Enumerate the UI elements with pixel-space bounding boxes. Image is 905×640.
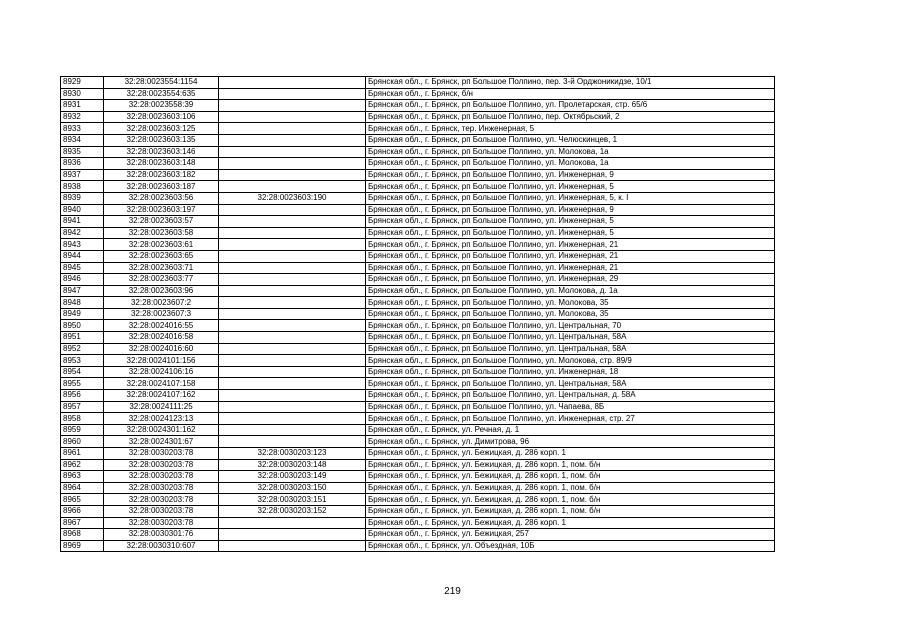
- row-number-cell: 8939: [61, 192, 104, 204]
- address-cell: Брянская обл., г. Брянск, рп Большое Полпино, ул. Центральная, 70: [366, 320, 775, 332]
- cadastral-number-cell: 32:28:0023603:197: [104, 204, 219, 216]
- address-cell: Брянская обл., г. Брянск, рп Большое Полпино, ул. Пролетарская, стр. 65/6: [366, 100, 775, 112]
- row-number-cell: 8960: [61, 436, 104, 448]
- table-row: [61, 459, 775, 471]
- cadastral-number-cell: 32:28:0023603:146: [104, 146, 219, 158]
- linked-cadastral-cell: [219, 343, 366, 355]
- table-row: [61, 146, 775, 158]
- row-number-cell: 8958: [61, 413, 104, 425]
- table-row: [61, 262, 775, 274]
- address-cell: Брянская обл., г. Брянск, рп Большое Полпино, ул. Молокова, д. 1а: [366, 285, 775, 297]
- table-row: [61, 413, 775, 425]
- linked-cadastral-cell: [219, 146, 366, 158]
- linked-cadastral-cell: [219, 517, 366, 529]
- address-cell: Брянская обл., г. Брянск, рп Большое Полпино, ул. Инженерная, 5: [366, 216, 775, 228]
- linked-cadastral-cell: [219, 529, 366, 541]
- address-cell: Брянская обл., г. Брянск, ул. Бежицкая, д. 286 корп. 1, пом. б/н: [366, 494, 775, 506]
- table-row: [61, 134, 775, 146]
- row-number-cell: 8942: [61, 227, 104, 239]
- linked-cadastral-cell: 32:28:0030203:151: [219, 494, 366, 506]
- linked-cadastral-cell: [219, 274, 366, 286]
- cadastral-number-cell: 32:28:0030203:78: [104, 494, 219, 506]
- address-cell: Брянская обл., г. Брянск, рп Большое Полпино, ул. Молокова, 35: [366, 297, 775, 309]
- row-number-cell: 8943: [61, 239, 104, 251]
- cadastral-number-cell: 32:28:0024301:162: [104, 424, 219, 436]
- table-row: [61, 390, 775, 402]
- row-number-cell: 8940: [61, 204, 104, 216]
- cadastral-number-cell: 32:28:0030203:78: [104, 482, 219, 494]
- cadastral-number-cell: 32:28:0024016:58: [104, 332, 219, 344]
- linked-cadastral-cell: [219, 250, 366, 262]
- table-row: [61, 343, 775, 355]
- linked-cadastral-cell: [219, 227, 366, 239]
- cadastral-number-cell: 32:28:0024101:156: [104, 355, 219, 367]
- table-row: [61, 320, 775, 332]
- table-row: [61, 471, 775, 483]
- table-row: [61, 378, 775, 390]
- linked-cadastral-cell: [219, 111, 366, 123]
- cadastral-number-cell: 32:28:0023603:182: [104, 169, 219, 181]
- cadastral-number-cell: 32:28:0024016:55: [104, 320, 219, 332]
- linked-cadastral-cell: 32:28:0030203:123: [219, 448, 366, 460]
- linked-cadastral-cell: [219, 540, 366, 552]
- table-row: [61, 494, 775, 506]
- linked-cadastral-cell: 32:28:0023603:190: [219, 192, 366, 204]
- linked-cadastral-cell: [219, 401, 366, 413]
- table-body: [61, 77, 775, 552]
- row-number-cell: 8949: [61, 308, 104, 320]
- cadastral-number-cell: 32:28:0024107:158: [104, 378, 219, 390]
- cadastral-number-cell: 32:28:0023603:56: [104, 192, 219, 204]
- row-number-cell: 8964: [61, 482, 104, 494]
- address-cell: Брянская обл., г. Брянск, ул. Бежицкая, д. 286 корп. 1: [366, 448, 775, 460]
- linked-cadastral-cell: [219, 169, 366, 181]
- address-cell: Брянская обл., г. Брянск, рп Большое Полпино, ул. Молокова, 35: [366, 308, 775, 320]
- cadastral-number-cell: 32:28:0023603:58: [104, 227, 219, 239]
- table-row: [61, 448, 775, 460]
- row-number-cell: 8955: [61, 378, 104, 390]
- linked-cadastral-cell: [219, 262, 366, 274]
- cadastral-number-cell: 32:28:0023603:57: [104, 216, 219, 228]
- cadastral-number-cell: 32:28:0023603:77: [104, 274, 219, 286]
- cadastral-number-cell: 32:28:0024016:60: [104, 343, 219, 355]
- table-row: [61, 540, 775, 552]
- address-cell: Брянская обл., г. Брянск, рп Большое Полпино, ул. Чапаева, 8Б: [366, 401, 775, 413]
- table-row: [61, 111, 775, 123]
- row-number-cell: 8947: [61, 285, 104, 297]
- cadastral-number-cell: 32:28:0030203:78: [104, 471, 219, 483]
- linked-cadastral-cell: 32:28:0030203:152: [219, 505, 366, 517]
- row-number-cell: 8944: [61, 250, 104, 262]
- table-row: [61, 332, 775, 344]
- address-cell: Брянская обл., г. Брянск, рп Большое Полпино, ул. Инженерная, 21: [366, 239, 775, 251]
- address-cell: Брянская обл., г. Брянск, ул. Димитрова, 96: [366, 436, 775, 448]
- linked-cadastral-cell: [219, 239, 366, 251]
- address-cell: Брянская обл., г. Брянск, ул. Бежицкая, д. 286 корп. 1, пом. б/н: [366, 505, 775, 517]
- row-number-cell: 8969: [61, 540, 104, 552]
- linked-cadastral-cell: [219, 366, 366, 378]
- cadastral-number-cell: 32:28:0030203:78: [104, 459, 219, 471]
- linked-cadastral-cell: [219, 134, 366, 146]
- cadastral-number-cell: 32:28:0030203:78: [104, 505, 219, 517]
- linked-cadastral-cell: [219, 436, 366, 448]
- row-number-cell: 8959: [61, 424, 104, 436]
- address-cell: Брянская обл., г. Брянск, рп Большое Полпино, ул. Инженерная, стр. 27: [366, 413, 775, 425]
- cadastral-number-cell: 32:28:0024123:13: [104, 413, 219, 425]
- address-cell: Брянская обл., г. Брянск, рп Большое Полпино, ул. Инженерная, 5, к. I: [366, 192, 775, 204]
- table-row: [61, 366, 775, 378]
- address-cell: Брянская обл., г. Брянск, рп Большое Полпино, ул. Челюскинцев, 1: [366, 134, 775, 146]
- cadastral-number-cell: 32:28:0024107:162: [104, 390, 219, 402]
- address-cell: Брянская обл., г. Брянск, б/н: [366, 88, 775, 100]
- table-row: [61, 401, 775, 413]
- linked-cadastral-cell: [219, 355, 366, 367]
- table-row: [61, 123, 775, 135]
- cadastral-number-cell: 32:28:0023554:635: [104, 88, 219, 100]
- row-number-cell: 8957: [61, 401, 104, 413]
- linked-cadastral-cell: [219, 424, 366, 436]
- table-row: [61, 482, 775, 494]
- row-number-cell: 8962: [61, 459, 104, 471]
- row-number-cell: 8929: [61, 77, 104, 89]
- table-row: [61, 88, 775, 100]
- table-row: [61, 192, 775, 204]
- cadastral-number-cell: 32:28:0030203:78: [104, 448, 219, 460]
- row-number-cell: 8941: [61, 216, 104, 228]
- cadastral-number-cell: 32:28:0023603:187: [104, 181, 219, 193]
- linked-cadastral-cell: [219, 123, 366, 135]
- row-number-cell: 8932: [61, 111, 104, 123]
- address-cell: Брянская обл., г. Брянск, рп Большое Полпино, ул. Инженерная, 18: [366, 366, 775, 378]
- row-number-cell: 8965: [61, 494, 104, 506]
- cadastral-number-cell: 32:28:0030301:76: [104, 529, 219, 541]
- row-number-cell: 8938: [61, 181, 104, 193]
- table-row: [61, 239, 775, 251]
- row-number-cell: 8951: [61, 332, 104, 344]
- table-row: [61, 436, 775, 448]
- address-cell: Брянская обл., г. Брянск, ул. Бежицкая, д. 286 корп. 1, пом. б/н: [366, 459, 775, 471]
- table-row: [61, 204, 775, 216]
- address-cell: Брянская обл., г. Брянск, рп Большое Полпино, ул. Центральная, 58А: [366, 343, 775, 355]
- linked-cadastral-cell: [219, 88, 366, 100]
- address-cell: Брянская обл., г. Брянск, тер. Инженерная, 5: [366, 123, 775, 135]
- address-cell: Брянская обл., г. Брянск, рп Большое Полпино, ул. Инженерная, 5: [366, 181, 775, 193]
- cadastral-number-cell: 32:28:0023603:65: [104, 250, 219, 262]
- table-row: [61, 285, 775, 297]
- cadastral-number-cell: 32:28:0023554:1154: [104, 77, 219, 89]
- address-cell: Брянская обл., г. Брянск, рп Большое Полпино, ул. Инженерная, 21: [366, 250, 775, 262]
- cadastral-number-cell: 32:28:0023603:125: [104, 123, 219, 135]
- linked-cadastral-cell: 32:28:0030203:149: [219, 471, 366, 483]
- table-row: [61, 216, 775, 228]
- row-number-cell: 8930: [61, 88, 104, 100]
- row-number-cell: 8948: [61, 297, 104, 309]
- address-cell: Брянская обл., г. Брянск, рп Большое Полпино, ул. Центральная, 58А: [366, 332, 775, 344]
- row-number-cell: 8968: [61, 529, 104, 541]
- cadastral-number-cell: 32:28:0030203:78: [104, 517, 219, 529]
- row-number-cell: 8934: [61, 134, 104, 146]
- cadastral-number-cell: 32:28:0023603:106: [104, 111, 219, 123]
- row-number-cell: 8945: [61, 262, 104, 274]
- row-number-cell: 8966: [61, 505, 104, 517]
- row-number-cell: 8967: [61, 517, 104, 529]
- linked-cadastral-cell: 32:28:0030203:148: [219, 459, 366, 471]
- row-number-cell: 8961: [61, 448, 104, 460]
- linked-cadastral-cell: [219, 77, 366, 89]
- cadastral-number-cell: 32:28:0024106:16: [104, 366, 219, 378]
- address-cell: Брянская обл., г. Брянск, рп Большое Полпино, ул. Инженерная, 9: [366, 169, 775, 181]
- table-row: [61, 424, 775, 436]
- address-cell: Брянская обл., г. Брянск, рп Большое Полпино, пер. 3-й Орджоникидзе, 10/1: [366, 77, 775, 89]
- address-cell: Брянская обл., г. Брянск, рп Большое Полпино, ул. Инженерная, 21: [366, 262, 775, 274]
- row-number-cell: 8935: [61, 146, 104, 158]
- row-number-cell: 8931: [61, 100, 104, 112]
- address-cell: Брянская обл., г. Брянск, рп Большое Полпино, ул. Центральная, 58А: [366, 378, 775, 390]
- row-number-cell: 8950: [61, 320, 104, 332]
- table-row: [61, 297, 775, 309]
- linked-cadastral-cell: [219, 158, 366, 170]
- row-number-cell: 8956: [61, 390, 104, 402]
- cadastral-number-cell: 32:28:0023603:135: [104, 134, 219, 146]
- cadastral-number-cell: 32:28:0023603:148: [104, 158, 219, 170]
- address-cell: Брянская обл., г. Брянск, рп Большое Полпино, ул. Молокова, стр. 89/9: [366, 355, 775, 367]
- table-row: [61, 505, 775, 517]
- linked-cadastral-cell: 32:28:0030203:150: [219, 482, 366, 494]
- linked-cadastral-cell: [219, 378, 366, 390]
- table-row: [61, 181, 775, 193]
- row-number-cell: 8937: [61, 169, 104, 181]
- address-cell: Брянская обл., г. Брянск, рп Большое Полпино, ул. Центральная, д. 58А: [366, 390, 775, 402]
- table-row: [61, 169, 775, 181]
- table-row: [61, 355, 775, 367]
- linked-cadastral-cell: [219, 332, 366, 344]
- table-row: [61, 158, 775, 170]
- table-row: [61, 517, 775, 529]
- row-number-cell: 8946: [61, 274, 104, 286]
- address-cell: Брянская обл., г. Брянск, рп Большое Полпино, ул. Инженерная, 5: [366, 227, 775, 239]
- table-row: [61, 100, 775, 112]
- address-cell: Брянская обл., г. Брянск, рп Большое Полпино, ул. Инженерная, 29: [366, 274, 775, 286]
- linked-cadastral-cell: [219, 390, 366, 402]
- table-row: [61, 77, 775, 89]
- cadastral-number-cell: 32:28:0023603:71: [104, 262, 219, 274]
- row-number-cell: 8936: [61, 158, 104, 170]
- cadastral-number-cell: 32:28:0024111:25: [104, 401, 219, 413]
- table-row: [61, 250, 775, 262]
- cadastral-number-cell: 32:28:0023603:61: [104, 239, 219, 251]
- table-row: [61, 529, 775, 541]
- cadastral-number-cell: 32:28:0024301:67: [104, 436, 219, 448]
- linked-cadastral-cell: [219, 308, 366, 320]
- table-row: [61, 227, 775, 239]
- row-number-cell: 8963: [61, 471, 104, 483]
- page-number: 219: [444, 586, 461, 597]
- linked-cadastral-cell: [219, 297, 366, 309]
- address-cell: Брянская обл., г. Брянск, ул. Бежицкая, д. 286 корп. 1, пом. б/н: [366, 471, 775, 483]
- linked-cadastral-cell: [219, 181, 366, 193]
- address-cell: Брянская обл., г. Брянск, ул. Бежицкая, 257: [366, 529, 775, 541]
- linked-cadastral-cell: [219, 216, 366, 228]
- row-number-cell: 8933: [61, 123, 104, 135]
- linked-cadastral-cell: [219, 204, 366, 216]
- cadastral-number-cell: 32:28:0023558:39: [104, 100, 219, 112]
- cadastral-number-cell: 32:28:0030310:607: [104, 540, 219, 552]
- cadastral-number-cell: 32:28:0023607:2: [104, 297, 219, 309]
- address-cell: Брянская обл., г. Брянск, рп Большое Полпино, ул. Молокова, 1а: [366, 146, 775, 158]
- row-number-cell: 8953: [61, 355, 104, 367]
- linked-cadastral-cell: [219, 413, 366, 425]
- address-cell: Брянская обл., г. Брянск, рп Большое Полпино, ул. Молокова, 1а: [366, 158, 775, 170]
- address-cell: Брянская обл., г. Брянск, ул. Объездная, 10Б: [366, 540, 775, 552]
- linked-cadastral-cell: [219, 100, 366, 112]
- table-row: [61, 308, 775, 320]
- table-row: [61, 274, 775, 286]
- address-cell: Брянская обл., г. Брянск, ул. Бежицкая, д. 286 корп. 1, пом. б/н: [366, 482, 775, 494]
- address-cell: Брянская обл., г. Брянск, рп Большое Полпино, пер. Октябрьский, 2: [366, 111, 775, 123]
- address-cell: Брянская обл., г. Брянск, ул. Бежицкая, д. 286 корп. 1: [366, 517, 775, 529]
- address-cell: Брянская обл., г. Брянск, рп Большое Полпино, ул. Инженерная, 9: [366, 204, 775, 216]
- cadastral-number-cell: 32:28:0023607:3: [104, 308, 219, 320]
- row-number-cell: 8952: [61, 343, 104, 355]
- cadastral-table: [60, 76, 775, 552]
- address-cell: Брянская обл., г. Брянск, ул. Речная, д. 1: [366, 424, 775, 436]
- cadastral-number-cell: 32:28:0023603:96: [104, 285, 219, 297]
- linked-cadastral-cell: [219, 320, 366, 332]
- linked-cadastral-cell: [219, 285, 366, 297]
- row-number-cell: 8954: [61, 366, 104, 378]
